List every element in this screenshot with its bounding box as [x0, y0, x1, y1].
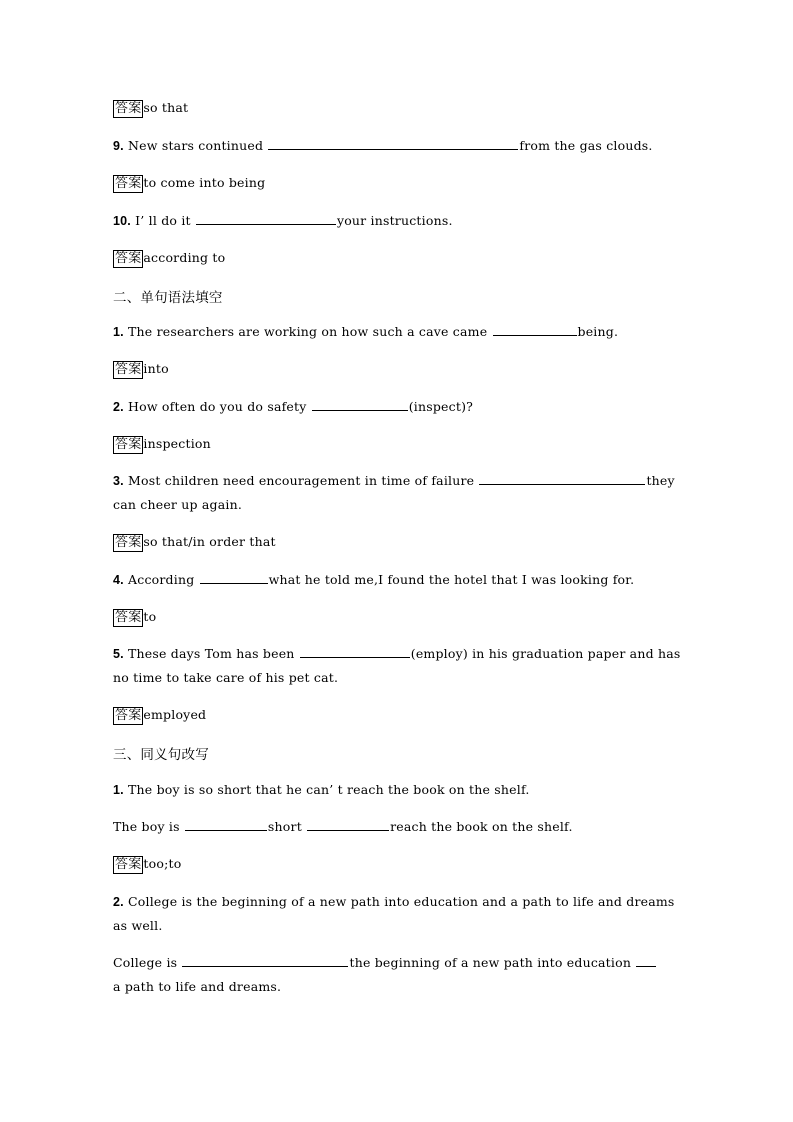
answer-text: according to: [143, 250, 226, 265]
question-9: [113, 138, 653, 153]
question-10: [113, 213, 453, 228]
question-text: New stars continued: [128, 138, 264, 153]
answer-text: employed: [143, 707, 207, 722]
answer-blank[interactable]: [182, 955, 348, 967]
question-text: College is: [113, 955, 178, 970]
question-number: 3.: [113, 474, 124, 488]
question-text: (employ) in his graduation paper and has: [410, 646, 681, 661]
answer-text: so that/in order that: [143, 534, 276, 549]
question-text: your instructions.: [336, 213, 453, 228]
question-text: The researchers are working on how such a cave came: [128, 324, 488, 339]
section2-answer-4: [113, 609, 156, 627]
question-text: Most children need encouragement in time of failure: [128, 473, 475, 488]
answer-tag: 答案: [115, 610, 142, 625]
answer-line-10: [113, 250, 225, 268]
question-text: reach the book on the shelf.: [390, 819, 573, 834]
answer-blank[interactable]: [268, 138, 518, 150]
question-text: College is the beginning of a new path into education and a path to life and dreams: [128, 894, 675, 909]
question-text: I’ ll do it: [135, 213, 191, 228]
answer-blank[interactable]: [307, 819, 389, 831]
answer-tag: 答案: [115, 176, 142, 191]
answer-text: too;to: [143, 856, 182, 871]
section2-answer-3: [113, 534, 276, 552]
question-number: 1.: [113, 783, 124, 797]
question-text: (inspect)?: [408, 399, 474, 414]
section2-question-3: [113, 473, 675, 488]
question-number: 9.: [113, 139, 124, 153]
section2-question-2: [113, 399, 473, 414]
section3-question-2-rewrite: [113, 955, 657, 970]
section2-question-4: [113, 572, 634, 587]
question-text: they: [646, 473, 675, 488]
answer-tag: 答案: [115, 362, 142, 377]
answer-blank[interactable]: [636, 955, 656, 967]
question-text: short: [267, 819, 302, 834]
question-number: 1.: [113, 325, 124, 339]
section3-question-1-rewrite: [113, 819, 573, 834]
section-heading-2: 二、单句语法填空: [113, 290, 223, 306]
answer-blank[interactable]: [300, 646, 410, 658]
answer-blank[interactable]: [493, 324, 577, 336]
answer-blank[interactable]: [185, 819, 267, 831]
answer-tag: 答案: [115, 101, 142, 116]
question-text: These days Tom has been: [128, 646, 295, 661]
question-number: 10.: [113, 214, 131, 228]
section2-question-5: [113, 646, 680, 661]
question-number: 5.: [113, 647, 124, 661]
answer-text: into: [143, 361, 169, 376]
section3-question-1: [113, 782, 530, 797]
answer-text: to: [143, 609, 157, 624]
section2-answer-1: [113, 361, 169, 379]
section3-question-2-rewrite-line2: a path to life and dreams.: [113, 979, 282, 994]
answer-blank[interactable]: [479, 473, 645, 485]
question-number: 2.: [113, 895, 124, 909]
section3-question-2: [113, 894, 675, 909]
section2-question-5-line2: no time to take care of his pet cat.: [113, 670, 339, 685]
question-text: what he told me,I found the hotel that I was looking for.: [268, 572, 635, 587]
question-text: According: [128, 572, 195, 587]
answer-text: so that: [143, 100, 189, 115]
answer-tag: 答案: [115, 251, 142, 266]
question-text: from the gas clouds.: [519, 138, 653, 153]
question-text: the beginning of a new path into education: [349, 955, 632, 970]
section3-question-2-line2: as well.: [113, 918, 163, 933]
answer-text: inspection: [143, 436, 211, 451]
question-text: The boy is so short that he can’ t reach the book on the shelf.: [128, 782, 530, 797]
section2-answer-2: [113, 436, 211, 454]
section-heading-3: 三、同义句改写: [113, 747, 209, 763]
question-text: The boy is: [113, 819, 180, 834]
answer-text: to come into being: [143, 175, 266, 190]
question-text: How often do you do safety: [128, 399, 307, 414]
answer-tag: 答案: [115, 437, 142, 452]
question-text: being.: [577, 324, 619, 339]
section2-question-1: [113, 324, 618, 339]
section2-answer-5: [113, 707, 206, 725]
section2-question-3-line2: can cheer up again.: [113, 497, 243, 512]
answer-tag: 答案: [115, 708, 142, 723]
answer-blank[interactable]: [312, 399, 408, 411]
section3-answer-1: [113, 856, 181, 874]
answer-line-9: [113, 175, 265, 193]
answer-blank[interactable]: [200, 572, 268, 584]
answer-tag: 答案: [115, 857, 142, 872]
answer-blank[interactable]: [196, 213, 336, 225]
question-number: 2.: [113, 400, 124, 414]
answer-tag: 答案: [115, 535, 142, 550]
question-number: 4.: [113, 573, 124, 587]
answer-line-8: [113, 100, 188, 118]
